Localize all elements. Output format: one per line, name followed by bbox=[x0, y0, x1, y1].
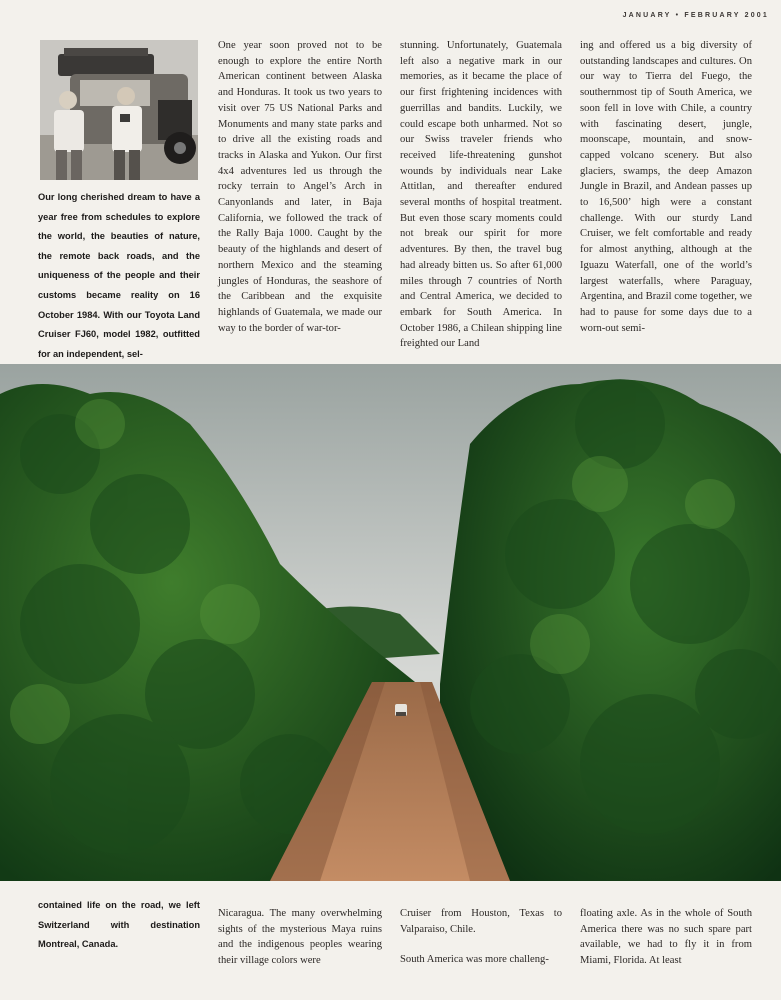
article-column-3 bbox=[580, 38, 752, 336]
issue-date-header: JANUARY • FEBRUARY 2001 bbox=[622, 12, 769, 19]
article-paragraph: Nicaragua. The many overwhelming sights of the mysterious Maya ruins and the indigenous peoples wearing their village colors were bbox=[218, 908, 382, 967]
article-column-1-continued bbox=[218, 906, 382, 969]
jungle-road-photo bbox=[0, 364, 781, 881]
photo-caption-continued: contained life on the road, we left Switzerland with destination Montreal, Canada. bbox=[38, 900, 200, 950]
article-paragraph: ing and offered us a big diversity of outstanding landscapes and cultures. On our way to Tierra del Fuego, the southernmost tip of South America, we soon fell in love with Chile, a country with fascinating desert, jungle, moonscape, mountain, and snow-capped volcano scenery. But also glaciers, swamps, the deep Amazon Jungle in Brazil, and Andean passes up to 16,500’ high were a constant challenge. With our sturdy Land Cruiser, we felt comfortable and ready for almost anything, although at the Iguazu Waterfall, one of the world’s largest waterfalls, where Paraguay, Argentina, and Brazil come together, we had to pause for some days due to a worn-out semi- bbox=[580, 40, 752, 334]
article-column-2 bbox=[400, 38, 562, 352]
article-column-2-continued bbox=[400, 906, 562, 968]
jungle-road-illustration bbox=[0, 364, 781, 881]
article-column-3-continued bbox=[580, 906, 752, 969]
article-column-1 bbox=[218, 38, 382, 336]
article-paragraph: stunning. Unfortunately, Guatemala left also a negative mark in our memories, as it became the place of our first frightening incidences with guerrillas and bandits. Luckily, we could escape both unharmed. Not so our Swiss traveler friends who received life-threatening gunshot wounds by individuals near Lake Attitlan, and thereafter endured several months of hospital treatment. But even those scary moments could not break our spirit for more adventures. By then, the travel bug had already bitten us. So after 61,000 miles through 7 countries of North and Central America, we decided to embark for South America. In October 1986, a Chilean shipping line freighted our Land bbox=[400, 40, 562, 350]
couple-with-land-cruiser-photo bbox=[40, 40, 198, 180]
article-paragraph: Cruiser from Houston, Texas to Valparaiso, Chile. bbox=[400, 908, 562, 935]
article-paragraph: South America was more challeng- bbox=[400, 954, 549, 966]
photo-caption: Our long cherished dream to have a year free from schedules to explore the world, the beauties of nature, the remote back roads, and the uniqueness of the people and their customs became reality on 16 October 1984. With our Toyota Land Cruiser FJ60, model 1982, outfitted for an independent, sel- bbox=[38, 192, 200, 359]
couple-photo-illustration bbox=[40, 40, 198, 180]
article-paragraph: floating axle. As in the whole of South America there was no such spare part available, we had to fly it in from Miami, Florida. At least bbox=[580, 908, 752, 967]
article-paragraph: One year soon proved not to be enough to explore the entire North American continent between Alaska and Honduras. It took us two years to visit over 75 US National Parks and Monuments and many state parks and to drive all the existing roads and tracks in Alaska and Yukon. Our first 4x4 adventures led us through the rocky terrain to Angel’s Arch in Canyonlands and later, in Baja California, we followed the track of the Rally Baja 1000. Caught by the beauty of the highlands and desert of northern Mexico and the steaming jungles of Honduras, the seashore of the Caribbean and the exquisite highlands of Guatemala, we made our way to the border of war-tor- bbox=[218, 40, 382, 334]
